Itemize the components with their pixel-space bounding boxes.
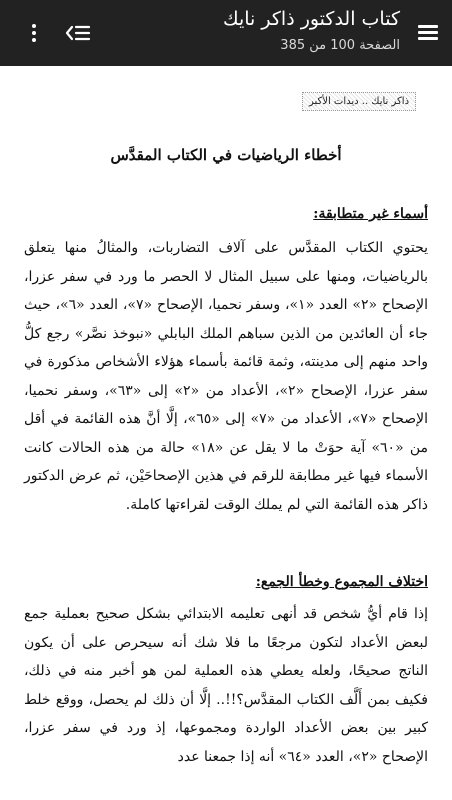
section-heading: اختلاف المجموع وخطأ الجمع: <box>255 574 428 590</box>
section-heading: أسماء غير متطابقة: <box>313 206 428 222</box>
hamburger-menu-icon[interactable] <box>416 20 440 44</box>
app-bar <box>0 0 452 66</box>
section-paragraph: يحتوي الكتاب المقدَّس على آلاف التضاربات، والمثالُ منها يتعلق بالرياضيات، ومنها على سبيل المثال لا الحصر ما ورد في سفر عزرا، الإصحاح «٢» العدد «١»، وسفر نحميا، الإصحاح «٧»، العدد «٦»، حيث جاء أن العائدين من الذين سباهم الملك البابلي «نبوخذ نصَّر» رجع كلُّ واحد منهم إلى مدينته، وثمة قائمة بأسماء هؤلاء الأشخاص مذكورة في سفر عزرا، الإصحاح «٢»، الأعداد من «٢» إلى «٦٣»، وسفر نحميا، الإصحاح «٧»، الأعداد من «٧» إلى «٦٥»، إلَّا أنَّ هذه القائمة في أقل من «٦٠» آية حوَتْ ما لا يقل عن «١٨» حالة من هذه الحالات كانت الأسماء فيها غير مطابقة للرقم في هذين الإصحاحَيْن، ثم عرض الدكتور ذاكر هذه القائمة التي لم يملك الوقت لقراءتها كاملة. <box>24 240 429 513</box>
book-page[interactable] <box>0 66 452 800</box>
page-indicator: الصفحة 100 من 385 <box>280 38 400 53</box>
chapter-title: أخطاء الرياضيات في الكتاب المقدَّس <box>110 146 342 164</box>
table-of-contents-icon[interactable] <box>64 22 92 44</box>
more-options-icon[interactable] <box>26 22 42 46</box>
page-stamp: ذاكر نايك .. ديدات الأكبر <box>302 92 416 111</box>
section-paragraph: إذا قام أيُّ شخص قد أنهى تعليمه الابتدائي بشكل صحيح بعملية جمع لبعض الأعداد لتكون مرجعًا ما فلا شك أنه سيحرص على أن يكون الناتج صحيحًا، ولعله يعطي هذه العملية لمن هو أخبر منه في ذلك، فكيف بمن أَلَّف الكتاب المقدَّس؟!!.. إلَّا أن ذلك لم يحصل، ووقع خلط كبير بين بعض الأعداد الواردة ومجموعها، إذ ورد في سفر عزرا، الإصحاح «٢»، العدد «٦٤» أنه إذا جمعنا عدد <box>24 606 428 765</box>
book-title: كتاب الدكتور ذاكر نايك <box>222 8 400 30</box>
